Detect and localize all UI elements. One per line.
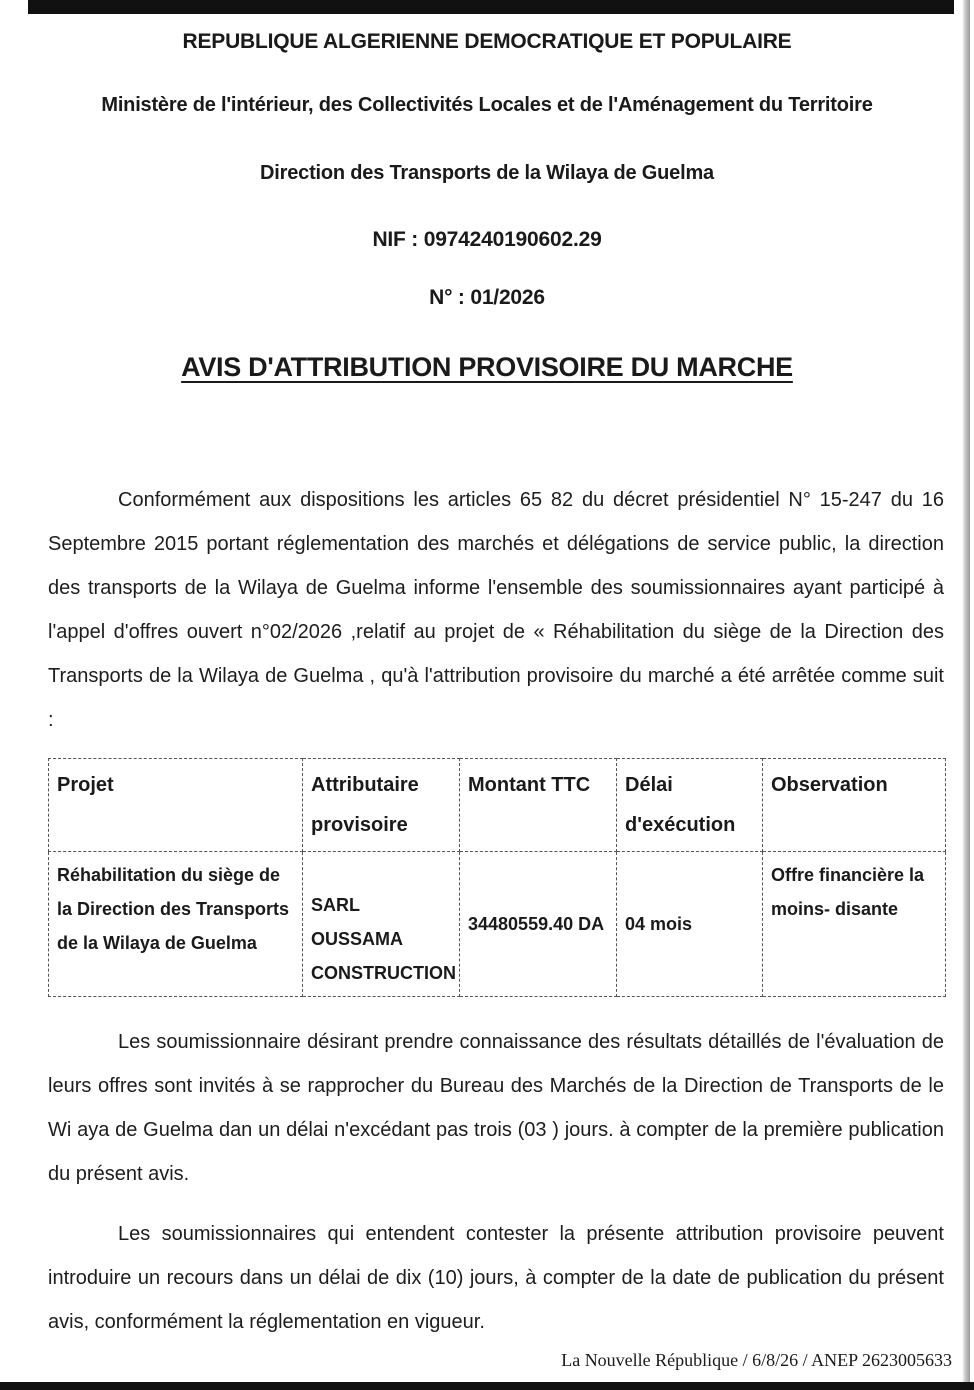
cell-attributaire: SARL OUSSAMA CONSTRUCTION <box>303 852 460 997</box>
appeal-paragraph: Les soumissionnaires qui entendent contester la présente attribution provisoire peuvent introduire un recours dans un délai de dix (10) jours, à compter de la date de publication du présent avis, conformément la réglementation en vigueur. <box>48 1223 944 1333</box>
cell-observation: Offre financière la moins- disante <box>763 852 946 997</box>
header-nif: NIF : 0974240190602.29 <box>372 228 602 251</box>
header-projet: Projet <box>49 759 303 852</box>
cell-delai: 04 mois <box>617 852 763 997</box>
header-number: N° : 01/2026 <box>429 286 545 309</box>
table-row <box>49 852 946 997</box>
header-observation: Observation <box>763 759 946 852</box>
cell-montant: 34480559.40 DA <box>460 852 617 997</box>
header-montant: Montant TTC <box>460 759 617 852</box>
cell-projet: Réhabilitation du siège de la Direction des Transports de la Wilaya de Guelma <box>49 852 303 997</box>
header-ministry: Ministère de l'intérieur, des Collectivités Locales et de l'Aménagement du Territoire <box>101 94 873 116</box>
header-delai: Délai d'exécution <box>617 759 763 852</box>
scan-right-edge <box>962 0 970 1390</box>
publication-footer: La Nouvelle République / 6/8/26 / ANEP 2623005633 <box>561 1350 952 1370</box>
results-paragraph: Les soumissionnaire désirant prendre connaissance des résultats détaillés de l'évaluation de leurs offres sont invités à se rapprocher du Bureau des Marchés de la Direction de Transports de le Wi aya de Guelma dan un délai n'excédant pas trois (03 ) jours. à compter de la première publication du présent avis. <box>48 1031 944 1185</box>
table-header-row <box>49 759 946 852</box>
intro-paragraph: Conformément aux dispositions les articles 65 82 du décret présidentiel N° 15-247 du 16 Septembre 2015 portant réglementation des marchés et délégations de service public, la direction des transports de la Wilaya de Guelma informe l'ensemble des soumissionnaires ayant participé à l'appel d'offres ouvert n°02/2026 ,relatif au projet de « Réhabilitation du siège de la Direction des Transports de la Wilaya de Guelma , qu'à l'attribution provisoire du marché a été arrêtée comme suit : <box>48 489 944 731</box>
award-table <box>48 758 946 997</box>
header-attributaire: Attributaire provisoire <box>303 759 460 852</box>
scan-bottom-edge <box>0 1382 974 1390</box>
notice-title: AVIS D'ATTRIBUTION PROVISOIRE DU MARCHE <box>181 352 793 382</box>
header-direction: Direction des Transports de la Wilaya de Guelma <box>260 162 714 184</box>
header-republic: REPUBLIQUE ALGERIENNE DEMOCRATIQUE ET POPULAIRE <box>182 30 792 53</box>
scan-top-edge <box>28 0 954 14</box>
